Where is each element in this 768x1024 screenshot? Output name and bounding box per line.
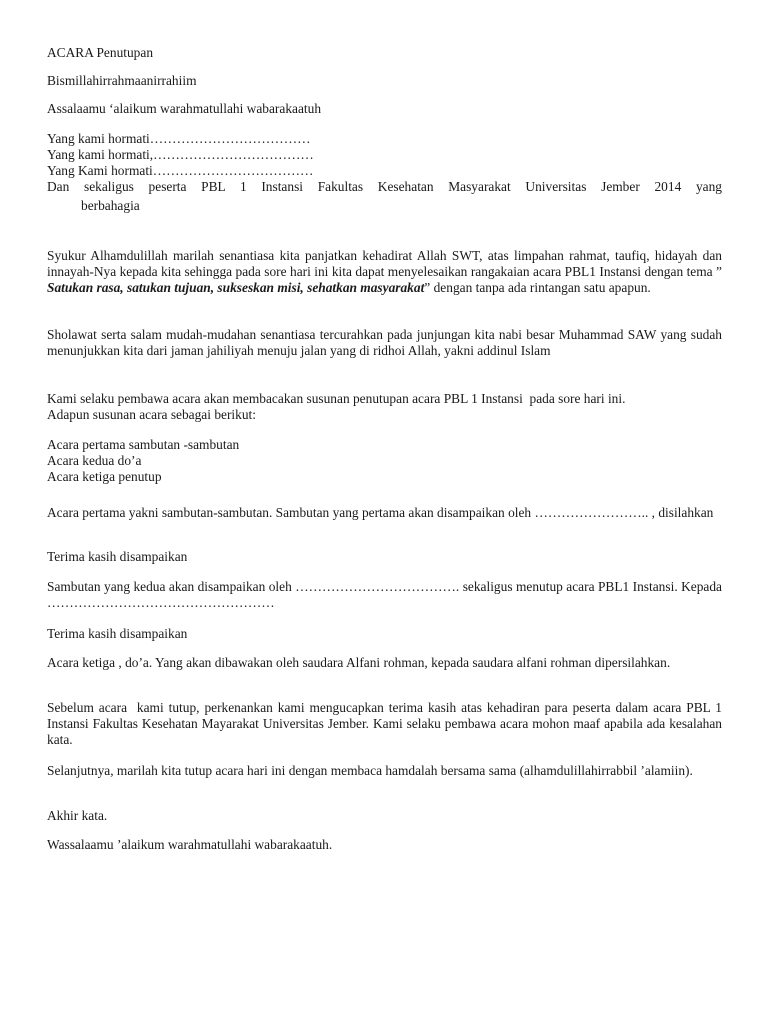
opening-salam: Assalaamu ‘alaikum warahmatullahi wabarakaatuh bbox=[47, 101, 322, 116]
agenda-list bbox=[47, 437, 722, 485]
paragraph-selanjutnya: Selanjutnya, marilah kita tutup acara hari ini dengan membaca hamdalah bersama sama (alhamdulillahirrabbil ’alamiin). bbox=[47, 763, 693, 778]
paragraph-kami-selaku bbox=[47, 391, 722, 423]
greetings-block bbox=[47, 131, 722, 214]
greeting-line: Yang kami hormati……………………………… bbox=[47, 131, 311, 146]
syukur-text: Syukur Alhamdulillah marilah senantiasa kita panjatkan kehadirat Allah SWT, atas limpahan rahmat, taufiq, hidayah dan innayah-Nya kepada kita sehingga pada sore hari ini kita dapat menyelesaikan rangakaian acara PBL1 Instansi dengan tema ” bbox=[47, 248, 722, 279]
agenda-item: Acara ketiga penutup bbox=[47, 469, 162, 484]
thanks-line-2: Terima kasih disampaikan bbox=[47, 626, 188, 641]
bismillah-line: Bismillahirrahmaanirrahiim bbox=[47, 73, 197, 88]
paragraph-acara-ketiga: Acara ketiga , do’a. Yang akan dibawakan oleh saudara Alfani rohman, kepada saudara alfani rohman dipersilahkan. bbox=[47, 655, 671, 670]
syukur-text-end: dengan tanpa ada rintangan satu apapun. bbox=[433, 280, 651, 295]
event-theme: Satukan rasa, satukan tujuan, sukseskan misi, sehatkan masyarakat bbox=[47, 280, 425, 295]
paragraph-sholawat: Sholawat serta salam mudah-mudahan senantiasa tercurahkan pada junjungan kita nabi besar Muhammad SAW yang sudah menunjukkan kita dari jaman jahiliyah menuju jalan yang di ridhoi Allah, yakni addinul Islam bbox=[47, 327, 722, 358]
kami-selaku-line: Kami selaku pembawa acara akan membacakan susunan penutupan acara PBL 1 Instansi pada sore hari ini. bbox=[47, 391, 626, 406]
peserta-line: Dan sekaligus peserta PBL 1 Instansi Fakultas Kesehatan Masyarakat Universitas Jember 2014 yang bbox=[47, 179, 722, 194]
paragraph-sambutan-kedua: Sambutan yang kedua akan disampaikan oleh ………………………………. sekaligus menutup acara PBL1 Instansi. Kepada …………………………………………… bbox=[47, 579, 722, 610]
quote-close: ” bbox=[424, 280, 431, 295]
thanks-line-1: Terima kasih disampaikan bbox=[47, 549, 188, 564]
agenda-item: Acara kedua do’a bbox=[47, 453, 142, 468]
agenda-item: Acara pertama sambutan -sambutan bbox=[47, 437, 240, 452]
kami-selaku-line: Adapun susunan acara sebagai berikut: bbox=[47, 407, 256, 422]
paragraph-sebelum: Sebelum acara kami tutup, perkenankan kami mengucapkan terima kasih atas kehadiran para peserta dalam acara PBL 1 Instansi Fakultas Kesehatan Mayarakat Universitas Jember. Kami selaku pembawa acara mohon maaf apabila ada kesalahan kata. bbox=[47, 700, 722, 747]
paragraph-syukur bbox=[47, 248, 722, 296]
closing-akhir-kata: Akhir kata. bbox=[47, 808, 108, 823]
paragraph-acara-pertama: Acara pertama yakni sambutan-sambutan. Sambutan yang pertama akan disampaikan oleh …………………….. , disilahkan bbox=[47, 505, 714, 520]
greeting-line: Yang kami hormati,……………………………… bbox=[47, 147, 314, 162]
closing-salam: Wassalaamu ’alaikum warahmatullahi wabarakaatuh. bbox=[47, 837, 333, 852]
document-title: ACARA Penutupan bbox=[47, 45, 154, 60]
greeting-line: Yang Kami hormati……………………………… bbox=[47, 163, 314, 178]
peserta-line-continued: berbahagia bbox=[81, 198, 140, 213]
